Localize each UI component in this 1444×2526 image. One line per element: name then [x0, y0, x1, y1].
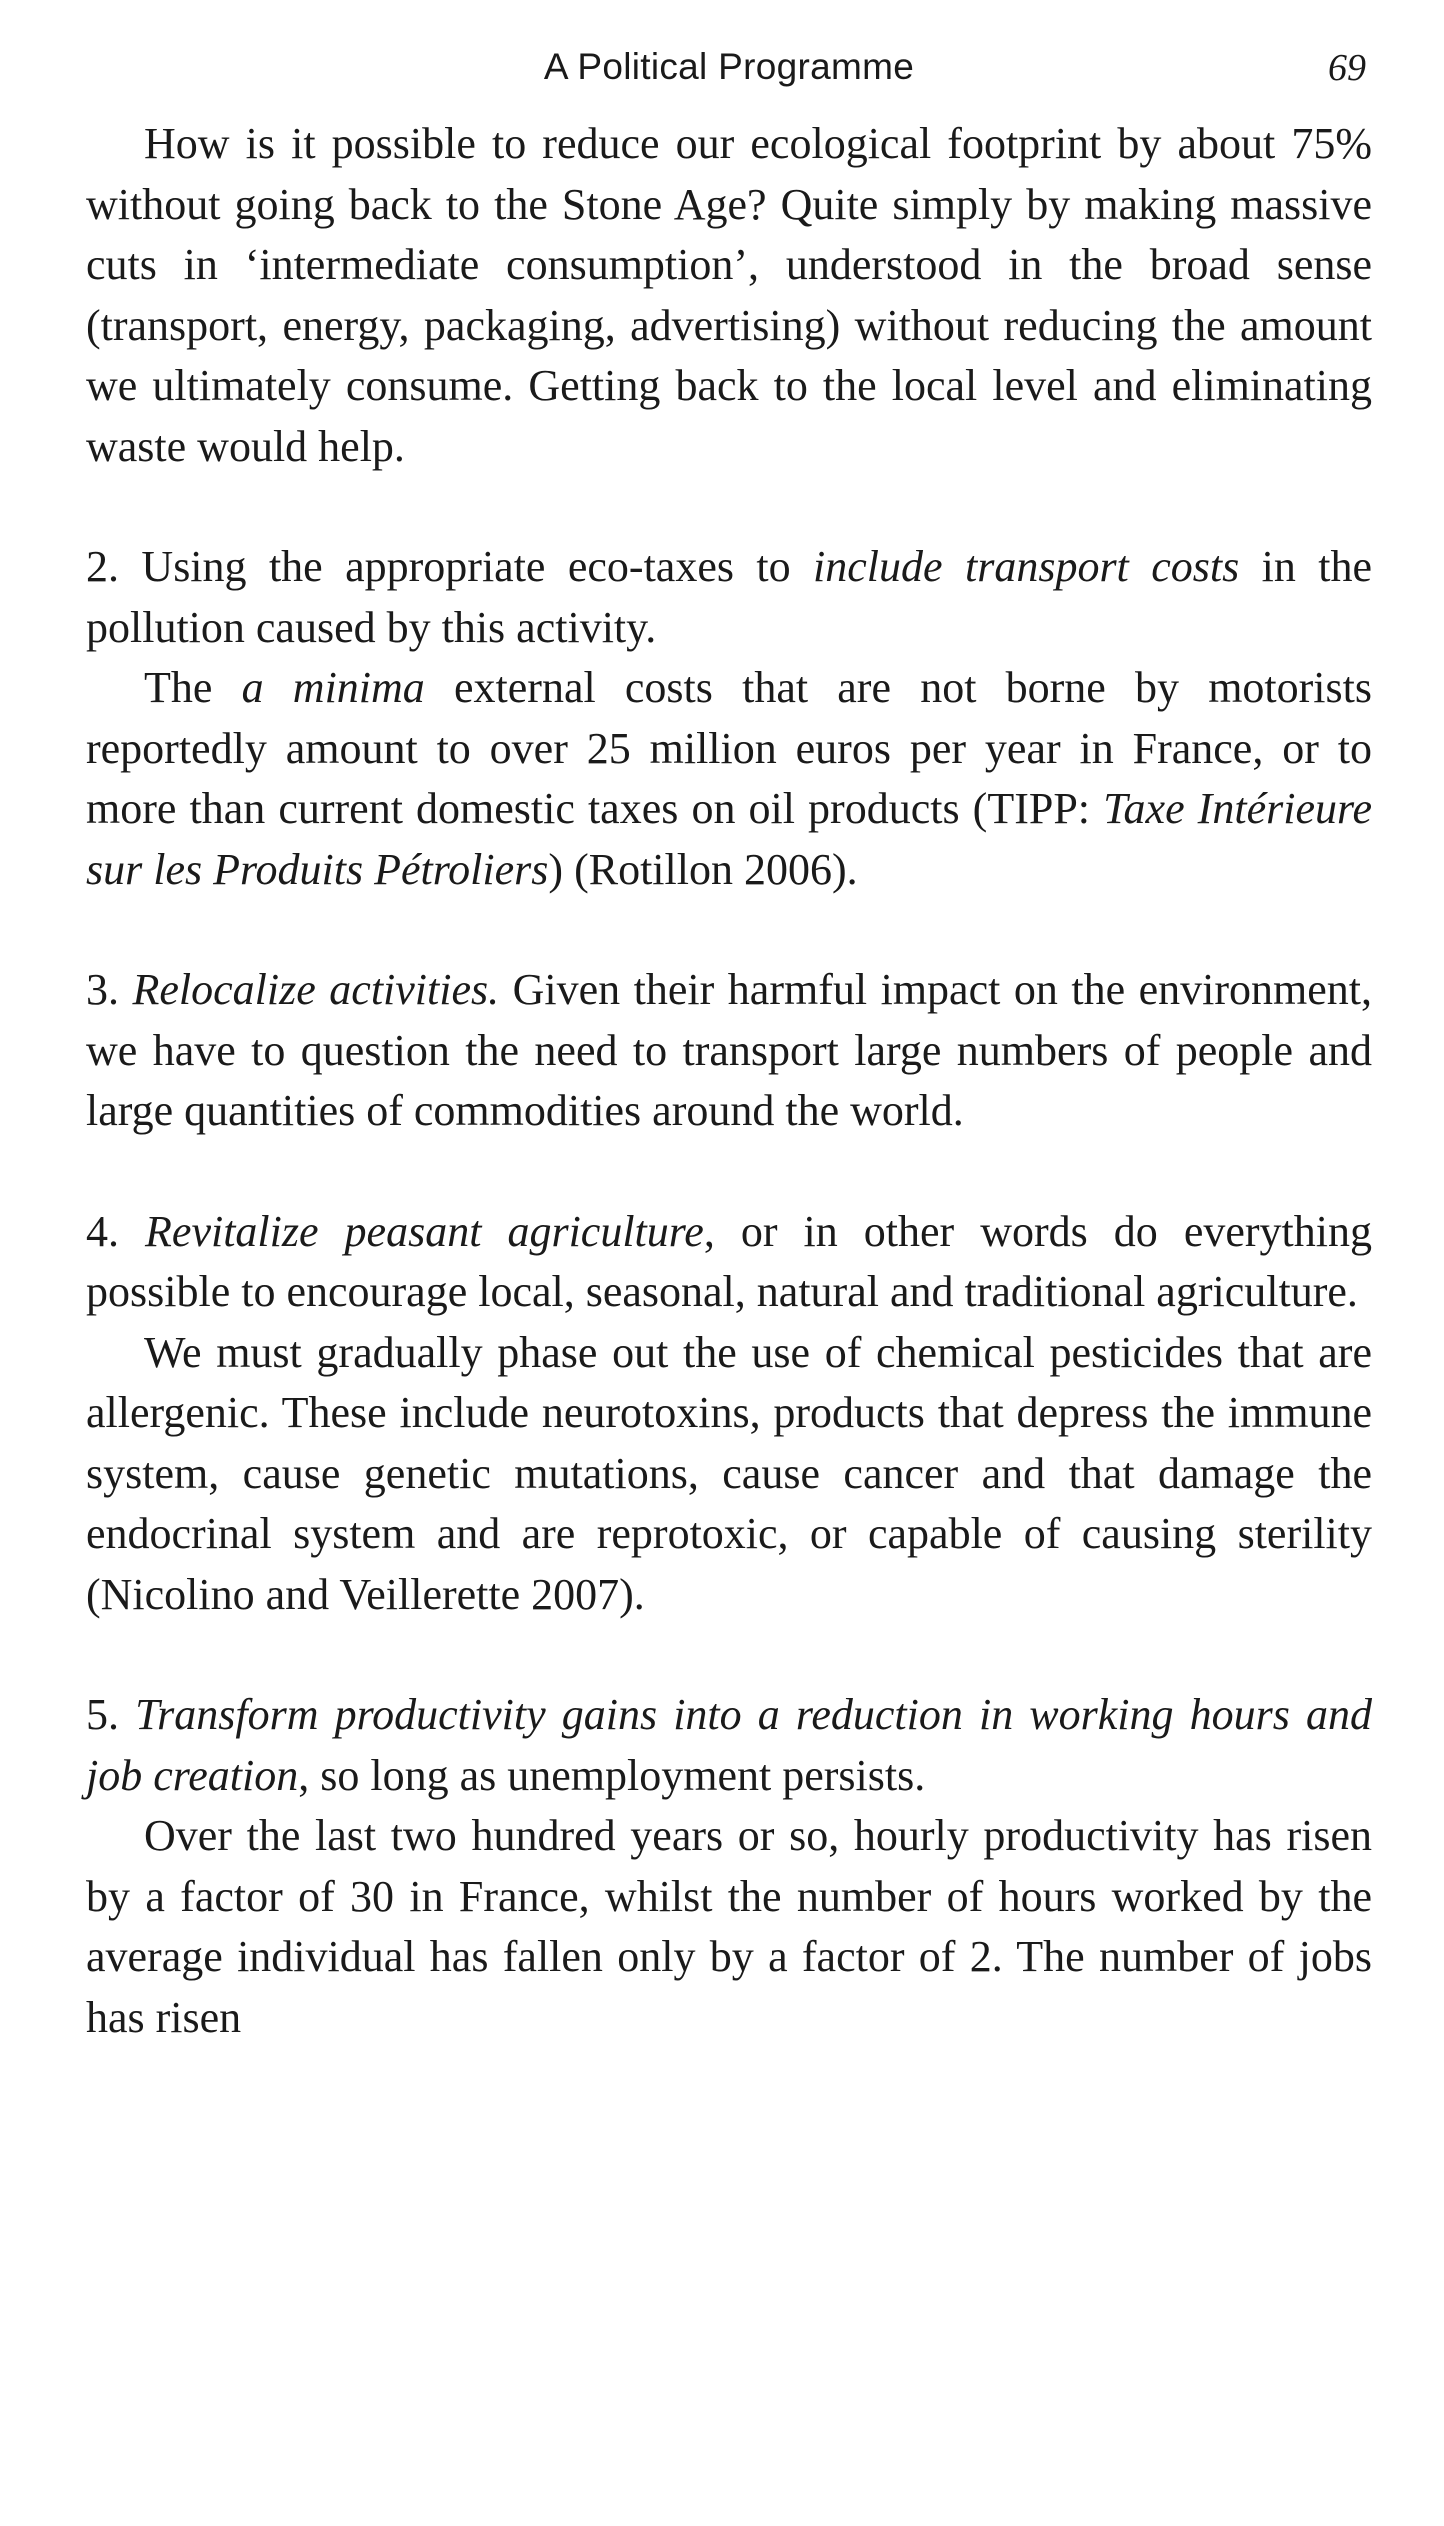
paragraph-emphasis: a minima — [241, 663, 425, 712]
paragraph-pesticides — [86, 1323, 1372, 1626]
list-item-text: 4. — [86, 1206, 146, 1256]
running-head — [86, 40, 1372, 114]
list-item-text: Given their harmful impact on the environment, we have to question the need to transport large numbers of people and large quantities of commodities around the world. — [86, 965, 1372, 1135]
page-number: 69 — [1328, 47, 1366, 89]
list-item-emphasis: Revitalize peasant agriculture — [145, 1206, 704, 1256]
body-text — [86, 114, 1372, 2048]
paragraph-footprint — [86, 114, 1372, 477]
list-item-text: 5. — [86, 1690, 136, 1739]
list-item-text: , so long as unemployment persists. — [298, 1750, 926, 1800]
list-item-4 — [86, 1202, 1372, 1323]
list-item-2 — [86, 537, 1372, 658]
book-page — [86, 40, 1372, 2048]
list-item-emphasis: include transport costs — [813, 542, 1240, 591]
running-title: A Political Programme — [543, 46, 915, 87]
list-item-text: 3. — [86, 965, 133, 1014]
paragraph-text: ) (Rotillon 2006). — [548, 844, 858, 894]
paragraph-emphasis: Taxe Intérieure sur les Produits Pétroliers — [86, 784, 1372, 894]
list-item-emphasis: Relocalize activities. — [132, 965, 500, 1014]
paragraph-text: We must gradually phase out the use of chemical pesticides that are allergenic. These include neurotoxins, products that depress the immune system, cause genetic mutations, cause cancer and that damage the endocrinal system and are reprotoxic, or capable of causing sterility (Nicolino and Veillerette 2007). — [86, 1327, 1372, 1619]
paragraph-text: How is it possible to reduce our ecological footprint by about 75% without going back to the Stone Age? Quite simply by making massive cuts in ‘intermediate consumption’, understood in the broad sense (transport, energy, packaging, advertising) without reducing the amount we ultimately consume. Getting back to the local level and eliminating waste would help. — [86, 119, 1372, 471]
paragraph-external-costs — [86, 658, 1372, 900]
paragraph-text: Over the last two hundred years or so, hourly productivity has risen by a factor of 30 in France, whilst the number of hours worked by the average individual has fallen only by a factor of 2. The number of jobs has risen — [86, 1811, 1372, 2042]
list-item-3 — [86, 960, 1372, 1142]
list-item-emphasis: Transform productivity gains into a reduction in working hours and job creation — [86, 1690, 1373, 1800]
paragraph-productivity — [86, 1806, 1372, 2048]
list-item-text: 2. Using the appropriate eco-taxes to — [86, 542, 814, 591]
paragraph-text: The — [144, 663, 242, 712]
list-item-text: , or in other words do everything possible to encourage local, seasonal, natural and traditional agriculture. — [86, 1206, 1372, 1316]
list-item-text: in the pollution caused by this activity. — [86, 542, 1373, 652]
paragraph-text: external costs that are not borne by motorists reportedly amount to over 25 million euros per year in France, or to more than current domestic taxes on oil products (TIPP: — [86, 663, 1372, 833]
list-item-5 — [86, 1685, 1372, 1806]
